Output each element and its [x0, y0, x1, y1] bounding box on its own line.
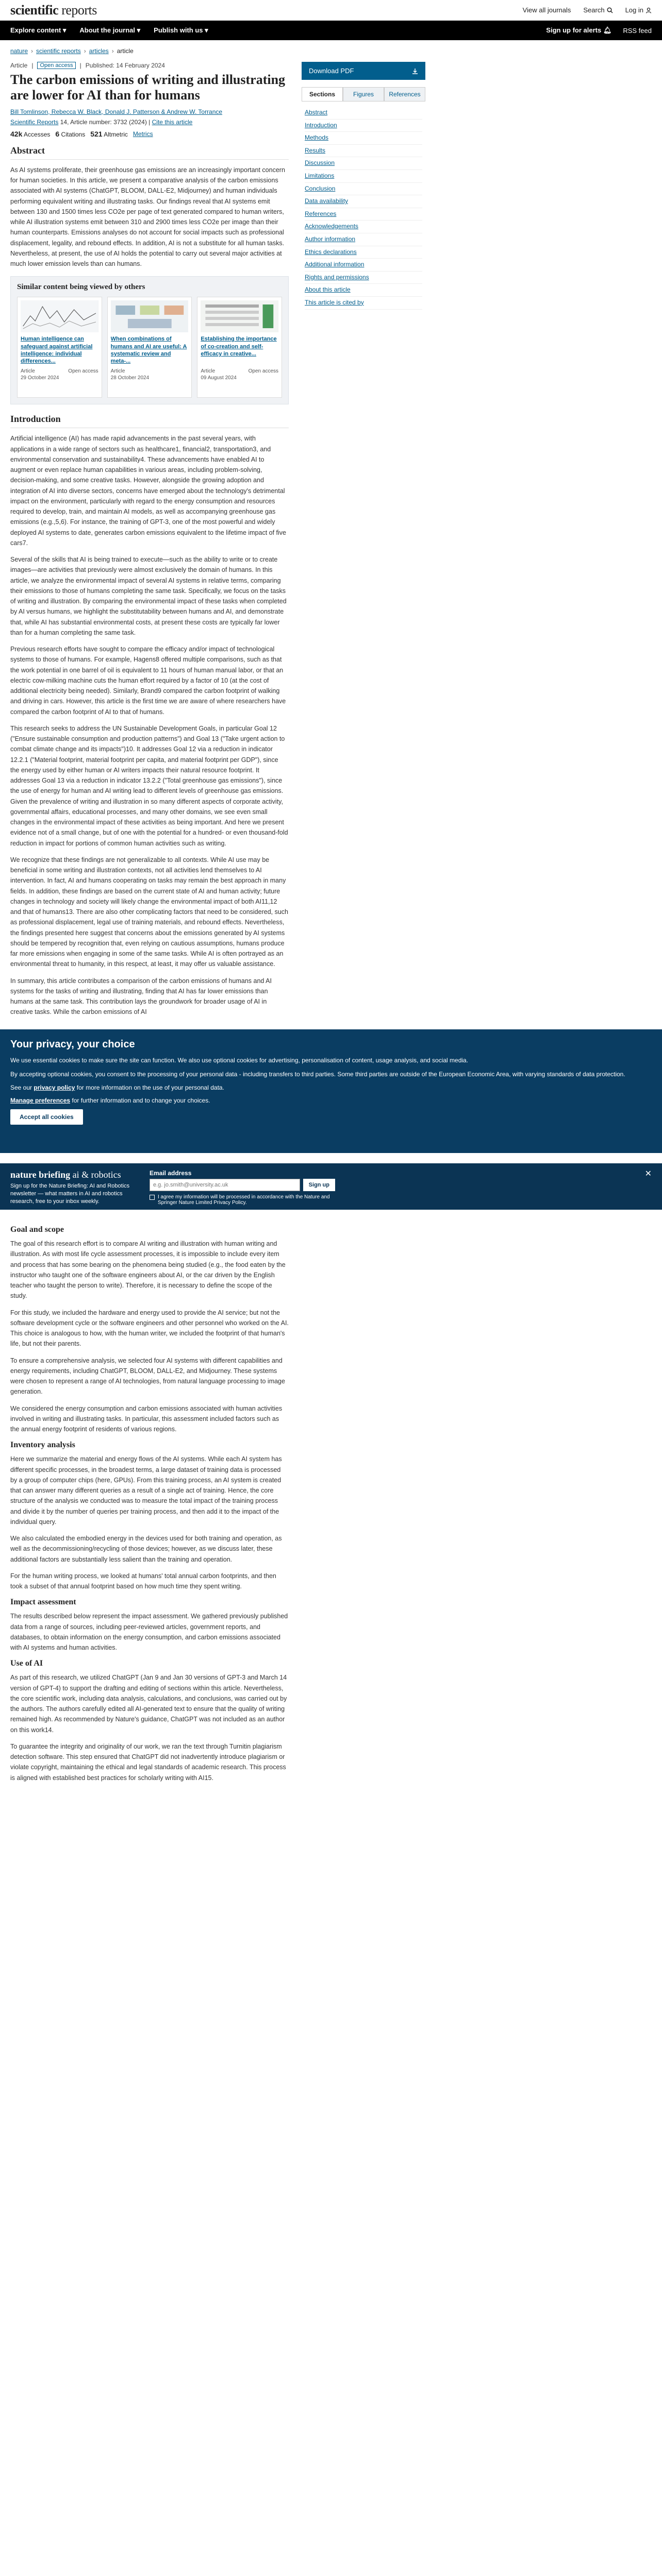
abstract-text: As AI systems proliferate, their greenhouse gas emissions are an increasingly important concern for human societies. In this article, we present a comparative analysis of the carbon emissions associated with AI systems (ChatGPT, BLOOM, DALL-E2, Midjourney) and human individuals performing equivalent writing and illustrating tasks. Our findings reveal that AI systems emit between 130 and 1500 times less CO2e per page of text generated compared to human writers, while AI illustration systems emit between 310 and 2900 times less CO2e per image than their human counterparts. Emissions analyses do not account for social impacts such as professional displacement, legality, and rebound effects. In addition, AI is not a substitute for all human tasks. Nevertheless, at present, the use of AI holds the potential to carry out several major activities at much lower emission levels than can humans. — [10, 166, 285, 268]
card-type: Article — [21, 368, 35, 375]
volume-info: 14, Article number: 3732 (2024) — [60, 118, 147, 126]
newsletter-banner — [0, 1163, 662, 1210]
brand-logo[interactable] — [10, 3, 97, 18]
similar-card[interactable] — [17, 297, 102, 398]
toc-link-rights[interactable]: Rights and permissions — [305, 273, 369, 281]
search-icon — [607, 7, 613, 13]
citations-count: 6 — [55, 129, 60, 138]
citations-label: Citations — [61, 130, 86, 138]
card-open-access: Open access — [248, 368, 279, 375]
cookie-text: By accepting optional cookies, you consent to the processing of your personal data - including transfers to third parties. Some third parties are outside of the European Economic Area, with varying standards of data protection. — [10, 1070, 625, 1078]
journal-line — [10, 118, 289, 126]
nav-about-label: About the journal — [79, 26, 136, 34]
abstract-heading: Abstract — [10, 145, 289, 160]
cookie-heading: Your privacy, your choice — [10, 1039, 135, 1050]
nav-explore-label: Explore content — [10, 26, 61, 34]
altmetric-count: 521 — [90, 129, 103, 138]
download-icon — [412, 68, 418, 74]
download-pdf-button[interactable] — [302, 62, 425, 80]
methods-paragraph: For this study, we included the hardware and energy used to provide the AI service; but not the software development cycle or the software engineers and other personnel who worked on the AI. This choice is analogous to how, with the human writer, we included the footprint of that human's life, but not their parents. — [10, 1309, 289, 1348]
accesses-metric — [10, 130, 50, 138]
cite-article-link[interactable]: Cite this article — [152, 118, 193, 126]
altmetric-label: Altmetric — [104, 130, 128, 138]
methods-paragraph: To ensure a comprehensive analysis, we selected four AI systems with different capabilities and energy requirements, including ChatGPT, BLOOM, DALL-E2, and Midjourney. These systems were chosen to represent a range of AI technologies, from natural language processing to image generation. — [10, 1357, 285, 1396]
toc-item — [305, 272, 422, 284]
toc-link-about-article[interactable]: About this article — [305, 286, 351, 294]
manage-preferences-text: for further information and to change your choices. — [70, 1096, 210, 1104]
tab-figures[interactable]: Figures — [343, 87, 384, 101]
email-field[interactable] — [150, 1179, 300, 1191]
login-link[interactable] — [625, 6, 652, 14]
toc-item — [305, 157, 422, 170]
card-thumbnail — [21, 300, 98, 332]
card-date: 09 August 2024 — [201, 375, 237, 381]
toc-link-references[interactable]: References — [305, 210, 337, 217]
bell-icon: 🔔︎ — [603, 26, 612, 34]
toc-item — [305, 120, 422, 132]
similar-card[interactable] — [107, 297, 192, 398]
toc-item — [305, 208, 422, 221]
toc-link-methods[interactable]: Methods — [305, 134, 329, 142]
table-thumbnail-icon — [201, 300, 278, 332]
toc-item — [305, 132, 422, 145]
card-thumbnail — [111, 300, 189, 332]
intro-paragraph: Previous research efforts have sought to compare the efficacy and/or impact of technological systems to those of humans. For example, Hagens8 offered multiple comparisons, such as that the work potential in one barrel of oil is equivalent to 11 hours of human manual labor, or that an electric cow-milking machine cuts the human effort required by a factor of 10 (at the cost of additional electricity being needed). Similarly, Brand9 compared the carbon footprint of walking and driving in cars. However, this article is the first time we are aware of where researchers have compared the carbon footprint of AI to that of humans. — [10, 646, 286, 716]
nav-publish[interactable] — [154, 26, 208, 35]
card-date: 28 October 2024 — [110, 375, 150, 381]
sidebar-tabs — [302, 87, 425, 101]
breadcrumb-item[interactable]: articles — [89, 47, 109, 55]
open-access-badge[interactable]: Open access — [37, 62, 75, 69]
chart-thumbnail-icon — [21, 300, 98, 332]
methods-paragraph: We also calculated the embodied energy in the devices used for both training and operation, as well as the decommissioning/recycling of those devices; however, as we discuss later, these additional factors are substantially less salient than the training and operation. — [10, 1535, 282, 1563]
toc-link-data-availability[interactable]: Data availability — [305, 197, 349, 205]
meta-separator: | — [31, 62, 34, 69]
toc-item — [305, 145, 422, 158]
chevron-down-icon: ▾ — [205, 26, 208, 34]
introduction-heading: Introduction — [10, 414, 289, 428]
meta-separator: | — [148, 118, 151, 126]
published-date: Published: 14 February 2024 — [85, 62, 165, 69]
card-thumbnail — [201, 300, 278, 332]
similar-card-title[interactable]: Establishing the importance of co-creation and self-efficacy in creative... — [201, 336, 277, 357]
methods-paragraph: The results described below represent the impact assessment. We gathered previously published data from a range of sources, including peer-reviewed articles, government reports, and databases, to obtain information on the energy consumption, and carbon emissions associated with AI systems and human activities. — [10, 1613, 288, 1651]
toc-item — [305, 233, 422, 246]
card-meta — [111, 368, 189, 374]
nav-explore-content[interactable] — [10, 26, 66, 35]
impact-assessment-heading: Impact assessment — [10, 1598, 76, 1607]
similar-card-title[interactable]: Human intelligence can safeguard against artificial intelligence: individual differences... — [21, 336, 93, 365]
chevron-down-icon: ▾ — [62, 26, 67, 34]
methods-paragraph: For the human writing process, we looked at humans' total annual carbon footprints, and then took a subset of that annual footprint based on how much time they spent writing. — [10, 1572, 276, 1590]
cookie-text-post: for more information on the use of your personal data. — [75, 1084, 224, 1092]
toc-item — [305, 183, 422, 196]
accesses-label: Accesses — [24, 130, 51, 138]
goal-scope-heading: Goal and scope — [10, 1225, 64, 1234]
similar-card-title[interactable]: When combinations of humans and AI are useful: A systematic review and meta-... — [110, 336, 187, 365]
article-main — [10, 62, 289, 1024]
toc-item — [305, 297, 422, 310]
article-meta — [10, 62, 289, 69]
article-sidebar — [302, 62, 425, 315]
breadcrumb-item[interactable]: nature — [10, 47, 28, 55]
toc-link-ethics[interactable]: Ethics declarations — [305, 248, 357, 256]
newsletter-form — [150, 1170, 335, 1204]
card-type: Article — [201, 368, 216, 375]
toc-item — [305, 221, 422, 233]
cookie-consent-banner — [0, 1029, 662, 1153]
methods-paragraph: As part of this research, we utilized ChatGPT (Jan 9 and Jan 30 versions of GPT-3 and March 14 version of GPT-4) to support the drafting and editing of sections within this article. Nevertheless, the core scientific work, including data analysis, calculations, and conclusions, was carried out by the authors. The authors carefully edited all AI-generated text to ensure that the quality of writing remained high. As recommended by Nature's guidance, ChatGPT was not included as an author on this work14. — [10, 1674, 287, 1734]
toc-item — [305, 170, 422, 183]
email-label: Email address — [150, 1170, 192, 1177]
intro-paragraph: This research seeks to address the UN Sustainable Development Goals, in particular Goal 12 ("Ensure sustainable consumption and production patterns") and Goal 13 ("Take urgent action to combat climate change and its impacts")10. It addresses Goal 12 via a reduction in indicator 12.2.1 ("Material footprint, material footprint per capita, and material footprint per GDP"), since the energy used by either human or AI writers impacts their natural resource footprint. It addresses Goal 13 via a reduction in indicator 13.2.2 ("Total greenhouse gas emissions"), since the use of energy for human and AI writing lead to different levels of greenhouse gas emissions. Given the prevalence of writing and illustration in so many different aspects of corporate activity, governmental affairs, educational processes, and many other domains, we see even small changes in the environmental impact of these activities as being important. And here we present evidence not of a small change, but of one with the potential for a hundred- or even thousand-fold reduction in impact for portions of common human activities such as writing. — [10, 724, 288, 847]
breadcrumb-separator: › — [111, 47, 114, 55]
nav-publish-label: Publish with us — [154, 26, 203, 34]
card-date: 29 October 2024 — [21, 375, 59, 381]
agree-text: I agree my information will be processed in accordance with the Nature and Springer Nature Limited Privacy Policy. — [158, 1194, 330, 1206]
site-header — [0, 0, 662, 21]
toc-link-abstract[interactable]: Abstract — [305, 109, 328, 116]
similar-content-heading: Similar content being viewed by others — [17, 283, 145, 292]
methods-paragraph: Here we summarize the material and energy flows of the AI systems. While each AI system has different specific processes, in the broadest terms, a large dataset of training data is processed by a group of computer chips (here, GPUs). From this training process, an AI system is created that can answer many different queries as a result of a single act of training. Hence, the core structure of the analysis we conducted was to measure the total impact of the training process and divide it by the number of queries per training process, and then add it to the impact of the individual query. — [10, 1455, 282, 1526]
meta-separator: | — [79, 62, 81, 69]
briefing-logo-bold: nature briefing — [10, 1170, 71, 1180]
article-type: Article — [10, 62, 28, 69]
briefing-logo — [10, 1170, 134, 1180]
toc-item — [305, 259, 422, 272]
view-all-journals-link[interactable]: View all journals — [522, 6, 571, 14]
methods-paragraph: The goal of this research effort is to compare AI writing and illustration with human writing and illustration. As with most life cycle assessment processes, it is impossible to include every item and process that has some bearing on the phenomena being studied (e.g., the food eaten by the instructor who taught one of the software engineers about AI, or the car driven by the English teacher who taught the person to write). Therefore, it is necessary to define the scope of the study. — [10, 1240, 286, 1300]
accesses-count: 42k — [10, 129, 23, 138]
toc-item — [305, 195, 422, 208]
briefing-description: Sign up for the Nature Briefing: AI and Robotics newsletter — what matters in AI and robotics research, free to your inbox weekly. — [10, 1183, 130, 1205]
toc-link-author-information[interactable]: Author information — [305, 235, 356, 243]
inventory-analysis-heading: Inventory analysis — [10, 1440, 75, 1450]
use-of-ai-heading: Use of AI — [10, 1659, 43, 1668]
toc-link-conclusion[interactable]: Conclusion — [305, 184, 336, 192]
altmetric-metric — [90, 130, 128, 138]
similar-card[interactable] — [197, 297, 282, 398]
metrics-link[interactable]: Metrics — [133, 130, 153, 138]
tab-references[interactable]: References — [384, 87, 425, 101]
author-list — [10, 108, 289, 115]
toc-link-acknowledgements[interactable]: Acknowledgements — [305, 223, 359, 230]
card-open-access: Open access — [68, 368, 98, 375]
chevron-down-icon: ▾ — [137, 26, 141, 34]
manage-preferences-link[interactable]: Manage preferences — [10, 1096, 71, 1104]
user-icon — [646, 7, 652, 13]
toc-item — [305, 246, 422, 259]
metrics-bar — [10, 130, 289, 138]
toc-link-limitations[interactable]: Limitations — [305, 172, 335, 179]
rss-feed-link[interactable] — [623, 27, 652, 35]
methods-paragraph: To guarantee the integrity and originality of our work, we ran the text through Turnitin plagiarism detection software. This step ensured that ChatGPT did not inadvertently introduce plagiarism or violate copyright, maintaining the ethical and legal standards of academic research. This process is aligned with established best practices for scholarly writing with AI15. — [10, 1742, 286, 1782]
download-pdf-label: Download PDF — [309, 67, 354, 75]
cookie-text: We use essential cookies to make sure the site can function. We also use optional cookies for advertising, personalisation of content, usage analysis, and social media. — [10, 1057, 469, 1064]
cookie-text — [10, 1083, 650, 1093]
alerts-label: Sign up for alerts — [546, 26, 602, 34]
intro-paragraph: In summary, this article contributes a comparison of the carbon emissions of humans and AI systems for the tasks of writing and illustrating, finding that AI has far lower emissions than humans at the same task. This contribution lays the groundwork for broader usage of AI in creative tasks. While the carbon emissions of AI — [10, 977, 272, 1016]
card-meta — [21, 368, 98, 374]
toc-link-discussion[interactable]: Discussion — [305, 159, 335, 167]
breadcrumb-separator: › — [84, 47, 86, 55]
methods-paragraph: We considered the energy consumption and carbon emissions associated with human activities involved in writing and illustrating tasks. In particular, this assessment included factors such as the annual energy footprint of residents of various regions. — [10, 1404, 283, 1433]
newsletter-intro — [10, 1170, 134, 1204]
rss-label: RSS feed — [623, 26, 652, 35]
close-icon[interactable]: ✕ — [644, 1170, 652, 1178]
diagram-thumbnail-icon — [111, 300, 189, 332]
sign-up-alerts-link[interactable] — [546, 26, 611, 35]
search-label: Search — [583, 6, 605, 14]
toc-link-results[interactable]: Results — [305, 146, 326, 154]
nav-about-journal[interactable] — [79, 26, 140, 35]
brand-bold: scientific — [10, 2, 59, 18]
authors-link[interactable]: Bill Tomlinson, Rebecca W. Black, Donald J. Patterson & Andrew W. Torrance — [10, 108, 223, 115]
table-of-contents — [302, 101, 425, 315]
intro-paragraph: We recognize that these findings are not generalizable to all contexts. While AI use may be beneficial in some writing and illustration contexts, not all activities lend themselves to AI intervention. In fact, AI and humans cooperating on tasks may remain the best approach in many fields. In addition, these findings are based on the current state of AI and human activity; future changes in technology and society will likely change the environmental impact of both AI11,12 and that of humans13. There are also other complicating factors that need to be considered, such as professional displacement, legal use of training materials, and rebound effects. Nevertheless, the findings presented here suggest that concerns about the emissions generated by AI systems should be tempered by recognition that, even relying on cautious assumptions, humans produce far more emissions when engaging in some of the same tasks. While AI is often portrayed as an environmental threat to humanity, in this respect, at least, it may offer us valuable assistance. — [10, 856, 288, 968]
cookie-text-pre: See our — [10, 1084, 34, 1092]
breadcrumb-current: article — [117, 47, 134, 55]
article-title: The carbon emissions of writing and illustrating are lower for AI than for humans — [10, 72, 286, 103]
intro-paragraph: Artificial intelligence (AI) has made rapid advancements in the past several years, with applications in a wide range of sectors such as healthcare1, financial2, transportation3, and environmental conservation and sustainability4. These advancements have enabled AI to augment or even replace human capabilities in various areas, including problem-solving, decision-making, and some creative tasks. However, alongside the growing adoption and integration of AI into diverse sectors, concerns have emerged about the technology's detrimental impact on the environment, particularly with regard to the energy consumption and resources required to develop, train, and maintain AI models, as well as accompanying greenhouse gas emissions (e.g.,5,6). For instance, the training of GPT-3, one of the most powerful and widely deployed AI systems to date, generates carbon emissions equivalent to the lifetime impact of five cars7. — [10, 435, 287, 547]
privacy-agree-row — [150, 1194, 335, 1206]
agree-checkbox[interactable] — [150, 1195, 155, 1200]
toc-item — [305, 107, 422, 120]
methods-section — [10, 1219, 289, 1789]
breadcrumb-separator: › — [31, 47, 34, 55]
search-link[interactable] — [583, 6, 613, 14]
manage-preferences-line — [10, 1097, 652, 1104]
toc-item — [305, 284, 422, 297]
breadcrumb-item[interactable]: scientific reports — [36, 47, 81, 55]
accept-all-cookies-button[interactable]: Accept all cookies — [10, 1109, 83, 1125]
card-type: Article — [110, 368, 125, 375]
privacy-policy-link[interactable]: privacy policy — [34, 1084, 75, 1092]
similar-content-panel — [10, 276, 289, 404]
toc-link-additional-info[interactable]: Additional information — [305, 261, 365, 268]
breadcrumb — [0, 40, 662, 60]
briefing-logo-thin: ai & robotics — [70, 1170, 121, 1180]
login-label: Log in — [625, 6, 643, 14]
main-nav — [0, 21, 662, 40]
journal-link[interactable]: Scientific Reports — [10, 118, 59, 126]
citations-metric — [55, 130, 85, 138]
toc-link-cited-by[interactable]: This article is cited by — [305, 298, 364, 306]
card-meta — [201, 368, 278, 374]
sign-up-button[interactable]: Sign up — [303, 1179, 335, 1191]
toc-link-introduction[interactable]: Introduction — [305, 121, 337, 129]
brand-thin: reports — [58, 2, 97, 18]
tab-sections[interactable]: Sections — [302, 87, 343, 101]
intro-paragraph: Several of the skills that AI is being trained to execute—such as the ability to write or to create images—are activities that previously were almost exclusively the domain of humans. In this article, we analyze the environmental impact of several AI systems in relative terms, comparing their emissions to those of humans completing the same task. Specifically, we focus on the tasks of writing and illustration. By comparing the environmental impact of these tasks when completed by AI versus humans, we highlight the substitutability between humans and AI, and demonstrate that, while AI has substantial environmental costs, at present these costs are typically far lower than for a human completing the same task. — [10, 556, 287, 636]
